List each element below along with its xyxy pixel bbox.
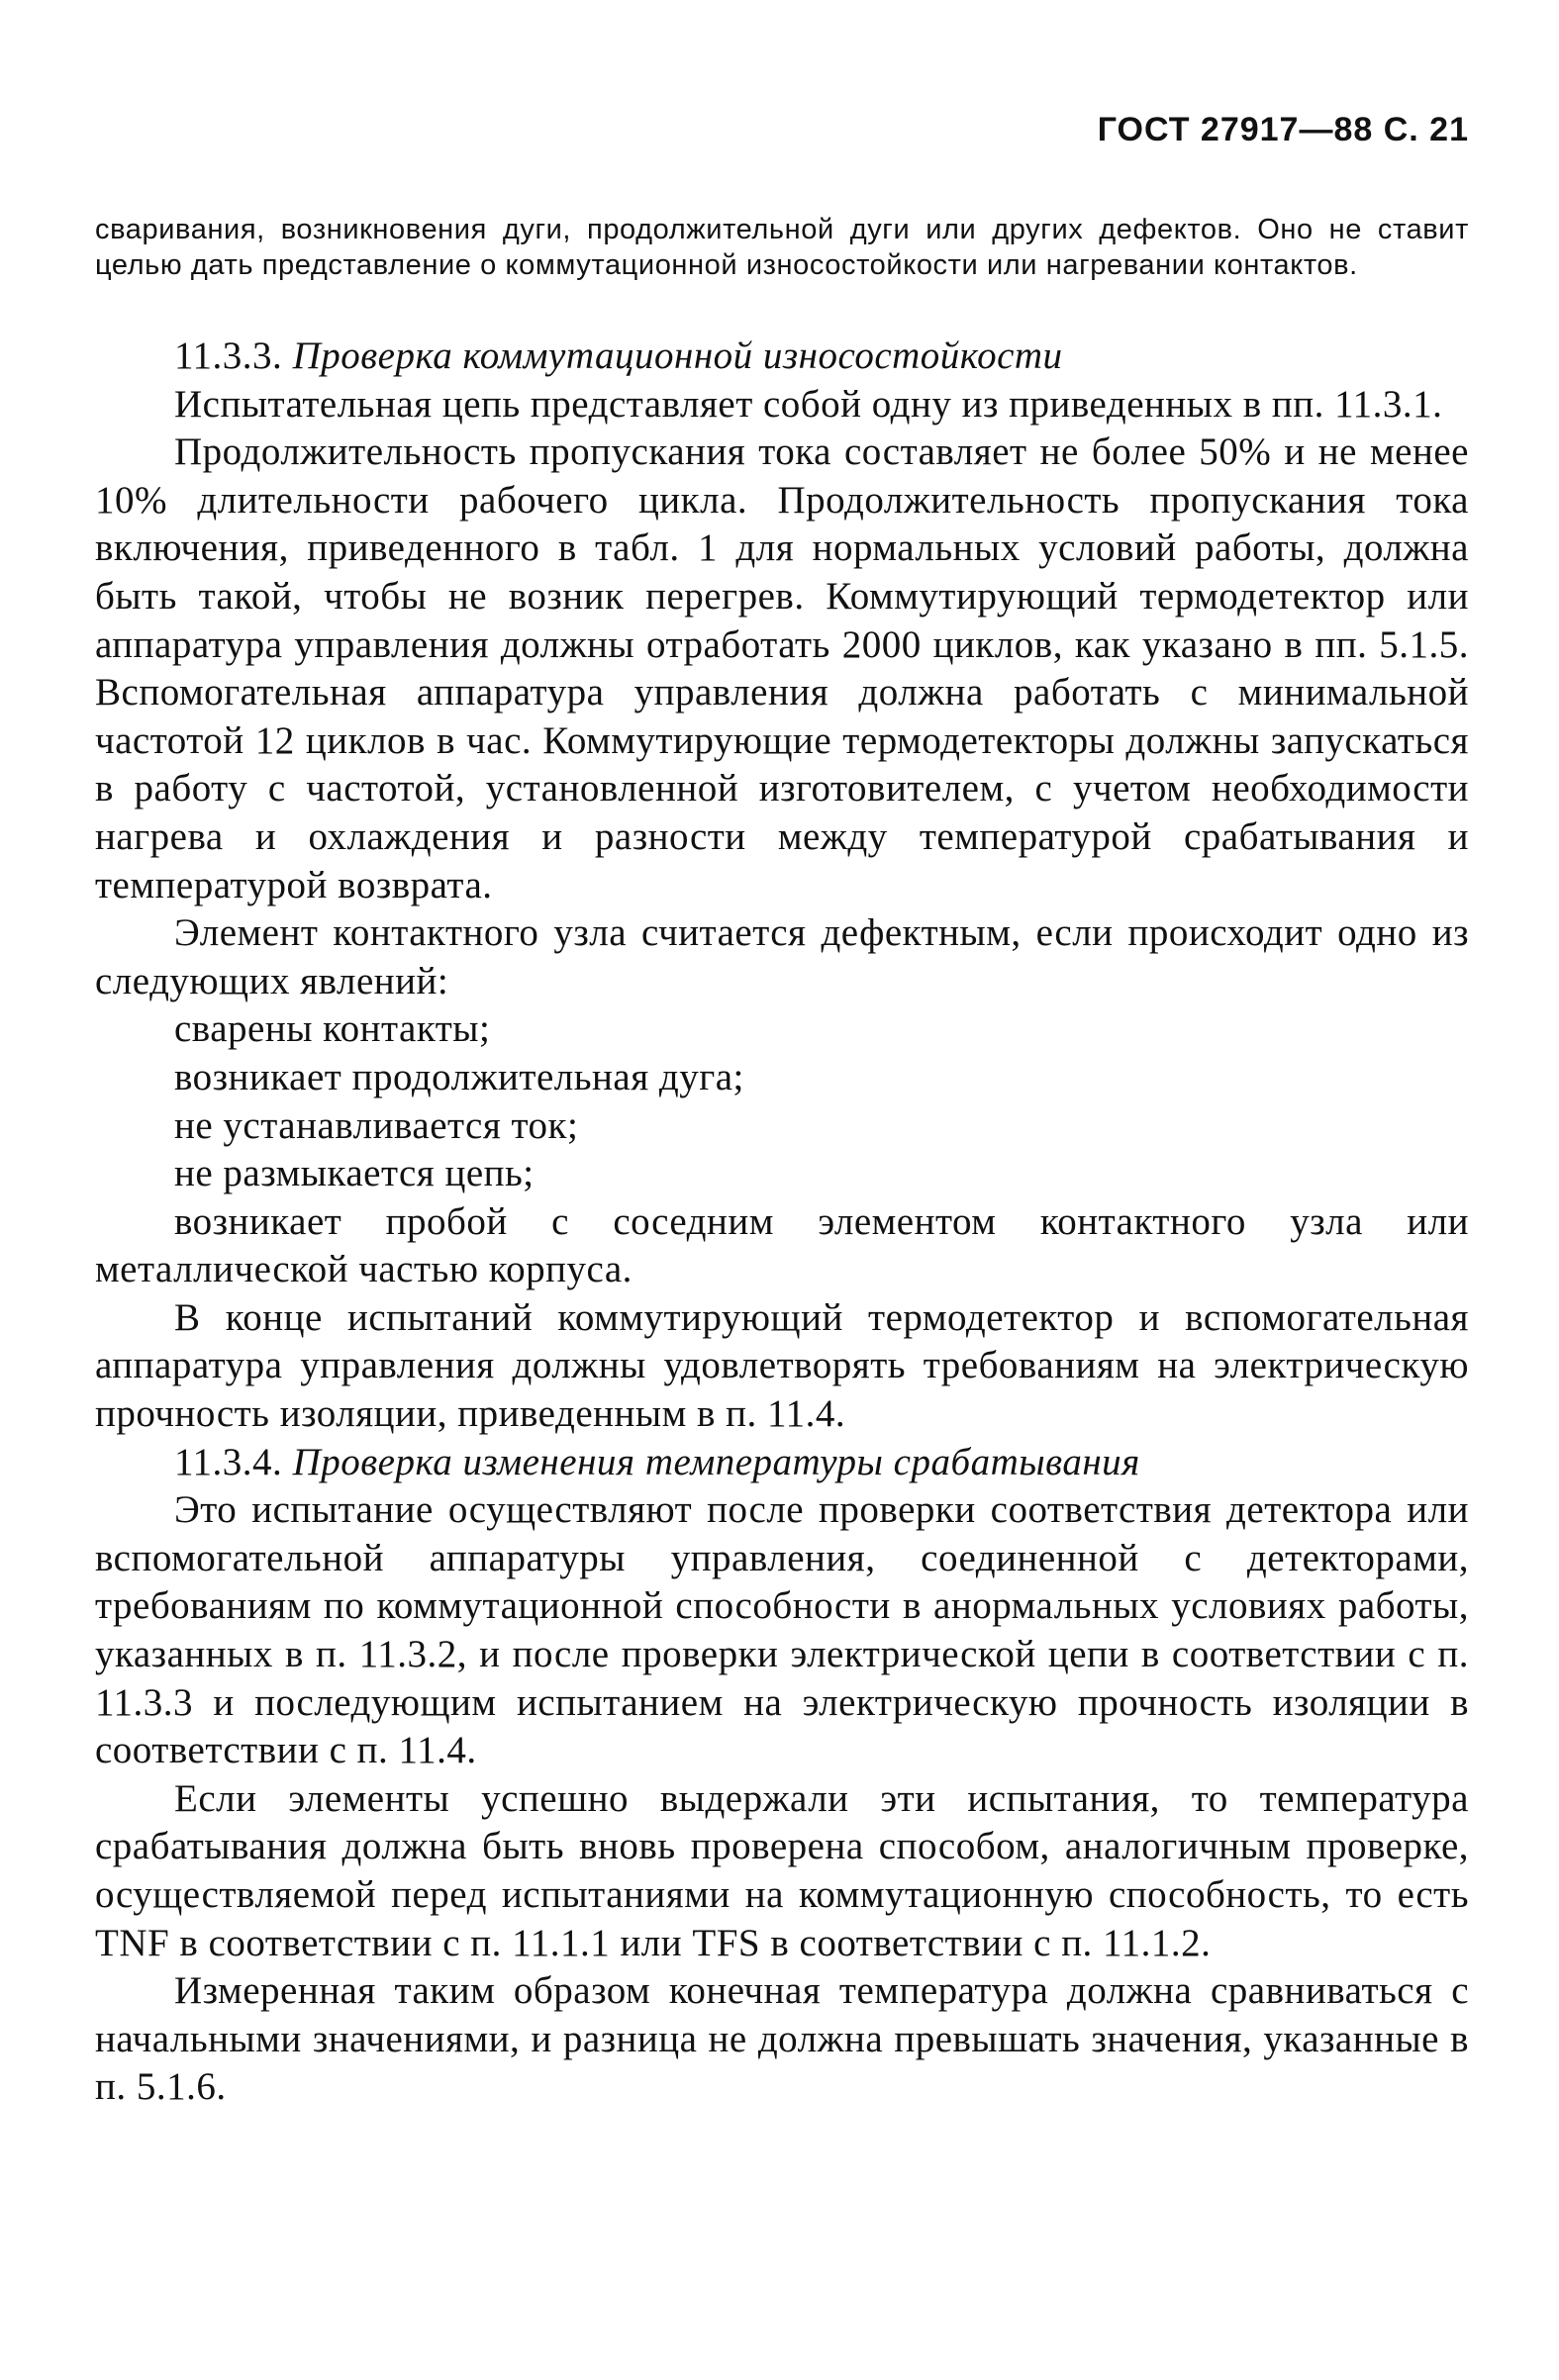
section-title: Проверка изменения температуры срабатывания (292, 1440, 1140, 1483)
paragraph: Это испытание осуществляют после проверки соответствия детектора или вспомогательной аппаратуры управления, соединенной с детекторами, требованиям по коммутационной способности в анормальных условиях работы, указанных в п. 11.3.2, и после проверки электрической цепи в соответствии с п. 11.3.3 и последующим испытанием на электрическую прочность изоляции в соответствии с п. 11.4. (95, 1488, 1469, 1772)
paragraph: Если элементы успешно выдержали эти испытания, то температура срабатывания должна быть вновь проверена способом, аналогичным проверке, осуществляемой перед испытаниями на коммутационную способность, то есть TNF в соответствии с п. 11.1.1 или TFS в соответствии с п. 11.1.2. (95, 1776, 1469, 1964)
paragraph: В конце испытаний коммутирующий термодетектор и вспомогательная аппаратура управления должны удовлетворять требованиям на электрическую прочность изоляции, приведенным в п. 11.4. (95, 1295, 1469, 1436)
paragraph: Элемент контактного узла считается дефектным, если происходит одно из следующих явлений: (95, 911, 1469, 1002)
paragraph: Измеренная таким образом конечная температура должна сравниваться с начальными значениями, и разница не должна превышать значения, указанные в п. 5.1.6. (95, 1969, 1469, 2109)
list-item: сварены контакты; (174, 1007, 491, 1051)
paragraph: Испытательная цепь представляет собой одну из приведенных в пп. 11.3.1. (174, 382, 1443, 426)
section-title: Проверка коммутационной износостойкости (292, 334, 1063, 377)
section-number: 11.3.3. (174, 334, 283, 377)
list-item: возникает пробой с соседним элементом контактного узла или металлической частью корпуса. (95, 1199, 1469, 1291)
section-number: 11.3.4. (174, 1440, 283, 1483)
section-heading-11-3-3 (95, 333, 1469, 381)
list-item: возникает продолжительная дуга; (174, 1055, 744, 1098)
intro-paragraph: сваривания, возникновения дуги, продолжительной дуги или других дефектов. Оно не ставит целью дать представление о коммутационной износостойкости или нагревании контактов. (95, 214, 1469, 281)
section-heading-11-3-4 (95, 1439, 1469, 1487)
page-header: ГОСТ 27917—88 С. 21 (1097, 111, 1469, 148)
list-item: не устанавливается ток; (174, 1103, 579, 1147)
paragraph: Продолжительность пропускания тока составляет не более 50% и не менее 10% длительности рабочего цикла. Продолжительность пропускания тока включения, приведенного в табл. 1 для нормальных условий работы, должна быть такой, чтобы не возник перегрев. Коммутирующий термодетектор или аппаратура управления должны отработать 2000 циклов, как указано в пп. 5.1.5. Вспомогательная аппаратура управления должна работать с минимальной частотой 12 циклов в час. Коммутирующие термодетекторы должны запускаться в работу с частотой, установленной изготовителем, с учетом необходимости нагрева и охлаждения и разности между температурой срабатывания и температурой возврата. (95, 430, 1469, 906)
document-body (95, 333, 1469, 2112)
list-item: не размыкается цепь; (174, 1152, 535, 1195)
